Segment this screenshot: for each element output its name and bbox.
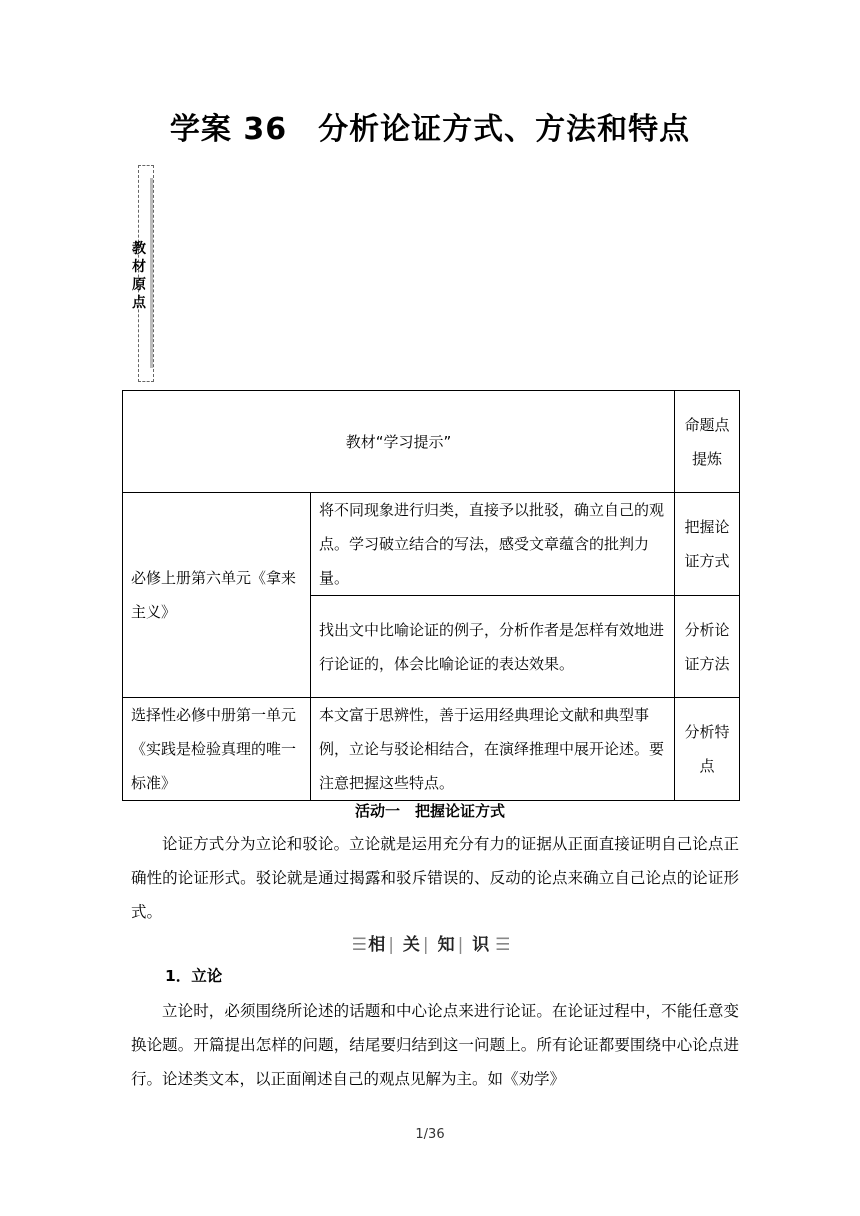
knowledge-char: 知 (437, 935, 455, 955)
knowledge-decoration-right: ☰ (495, 935, 509, 955)
hint-cell: 找出文中比喻论证的例子，分析作者是怎样有效地进行论证的，体会比喻论证的表达效果。 (311, 596, 675, 698)
page-title: 学案 36 分析论证方式、方法和特点 (169, 112, 691, 147)
point-cell: 分析论证方法 (675, 596, 740, 698)
knowledge-char: 识 (472, 935, 490, 955)
knowledge-char: 关 (402, 935, 420, 955)
side-label-bar (150, 178, 153, 368)
section-paragraph: 立论时，必须围绕所论述的话题和中心论点来进行论证。在论证过程中，不能任意变换论题。开篇提出怎样的问题，结尾要归结到这一问题上。所有论证都要围绕中心论点进行。论述类文本，以正面阐述自己的观点见解为主。如《劝学》 (131, 1002, 739, 1088)
point-cell: 把握论证方式 (675, 493, 740, 596)
header-points: 命题点提炼 (675, 391, 740, 493)
knowledge-header: ☰ 相 | 关 | 知 | 识 ☰ (351, 935, 509, 955)
hint-cell: 本文富于思辨性，善于运用经典理论文献和典型事例，立论与驳论相结合，在演绎推理中展开论述。要注意把握这些特点。 (311, 698, 675, 801)
textbook-hints-table (122, 390, 740, 801)
side-label-char: 点 (132, 295, 146, 311)
unit-cell: 选择性必修中册第一单元《实践是检验真理的唯一标准》 (123, 698, 311, 801)
section-heading: 1．立论 (165, 967, 223, 985)
table-row (123, 493, 740, 596)
side-label-char: 原 (132, 277, 146, 293)
side-label (128, 240, 150, 312)
table-header-row (123, 391, 740, 493)
intro-paragraph: 论证方式分为立论和驳论。立论就是运用充分有力的证据从正面直接证明自己论点正确性的论证形式。驳论就是通过揭露和驳斥错误的、反动的论点来确立自己论点的论证形式。 (131, 835, 739, 921)
unit-cell: 必修上册第六单元《拿来主义》 (123, 493, 311, 698)
knowledge-decoration-left: ☰ (351, 935, 369, 955)
side-label-char: 材 (132, 259, 146, 275)
header-hints: 教材“学习提示” (123, 391, 675, 493)
knowledge-char: 相 (368, 935, 386, 955)
side-label-char: 教 (132, 241, 146, 257)
point-cell: 分析特点 (675, 698, 740, 801)
page-number: 1/36 (415, 1127, 445, 1142)
hint-cell: 将不同现象进行归类，直接予以批驳，确立自己的观点。学习破立结合的写法，感受文章蕴含的批判力量。 (311, 493, 675, 596)
table-row (123, 698, 740, 801)
activity-title: 活动一 把握论证方式 (354, 802, 505, 820)
